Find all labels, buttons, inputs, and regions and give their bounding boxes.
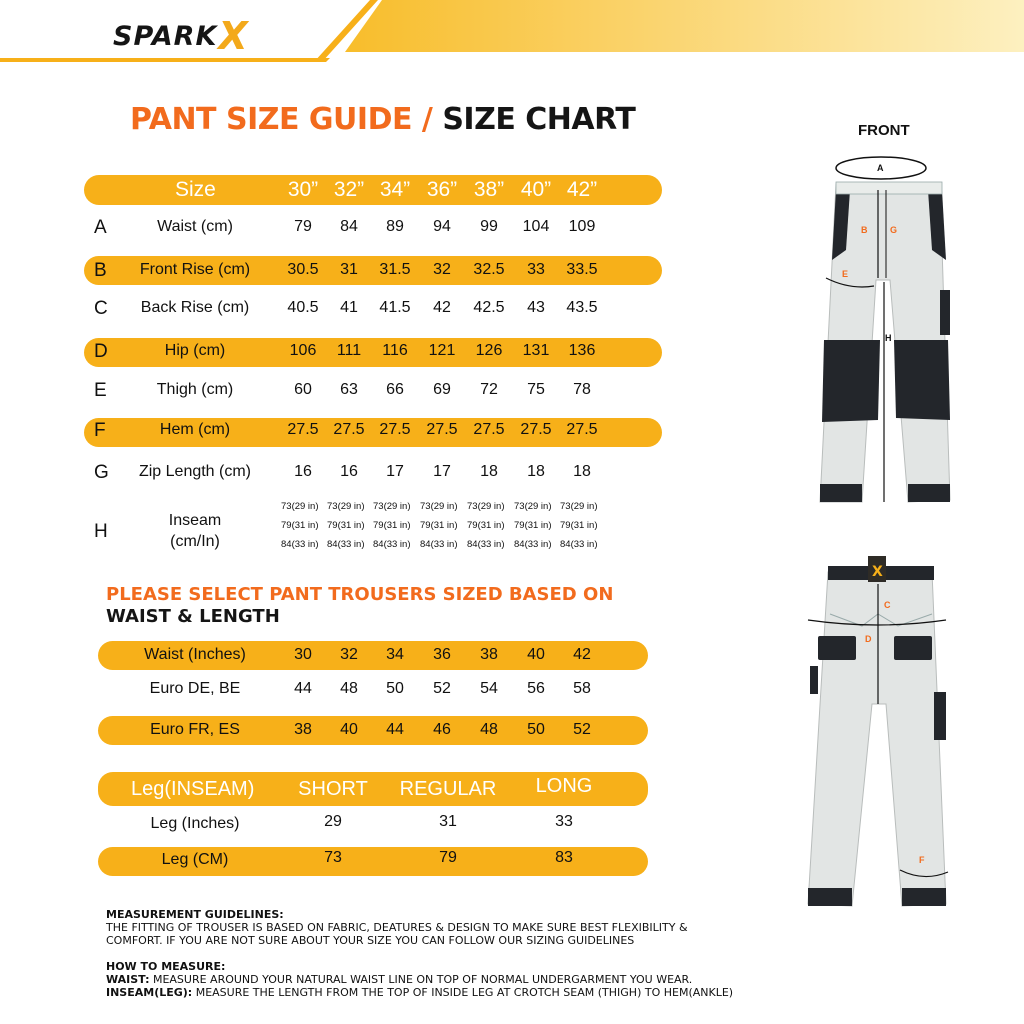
- waist-row-cell: 34: [386, 646, 404, 663]
- inseam-cell: 84(33 in): [373, 539, 411, 550]
- size-row-letter: F: [94, 420, 106, 441]
- size-row-cell: 43.5: [566, 299, 598, 316]
- inseam-cell: 73(29 in): [467, 501, 505, 512]
- size-row-cell: 106: [289, 342, 317, 359]
- size-row-cell: 17: [433, 463, 451, 480]
- size-row-cell: 89: [386, 218, 404, 235]
- inseam-cell: 79(31 in): [281, 520, 319, 531]
- size-row-label: Back Rise (cm): [140, 299, 250, 316]
- title-part1: PANT SIZE GUIDE /: [130, 102, 433, 137]
- waist-row-cell: 38: [294, 721, 312, 738]
- waist-row-cell: 30: [294, 646, 312, 663]
- waist-row-cell: 42: [573, 646, 591, 663]
- inseam-cell: 79(31 in): [420, 520, 458, 531]
- size-row-letter: G: [94, 462, 109, 483]
- size-row-cell: 31: [340, 261, 358, 278]
- size-row-cell: 72: [480, 381, 498, 398]
- svg-text:X: X: [872, 564, 883, 580]
- size-row-cell: 84: [340, 218, 358, 235]
- inseam-cell: 84(33 in): [281, 539, 319, 550]
- size-row-cell: 121: [428, 342, 456, 359]
- size-row-cell: 30.5: [287, 261, 319, 278]
- size-row-cell: 17: [386, 463, 404, 480]
- size-row-cell: 40.5: [287, 299, 319, 316]
- waist-row-cell: 58: [573, 680, 591, 697]
- inseam-cell: 73(29 in): [560, 501, 598, 512]
- guidelines-line2: COMFORT. IF YOU ARE NOT SURE ABOUT YOUR SIZE YOU CAN FOLLOW OUR SIZING GUIDELINES: [106, 934, 635, 947]
- size-row-cell: 27.5: [379, 421, 411, 438]
- waist-row-cell: 38: [480, 646, 498, 663]
- leg-row-cell: 79: [439, 849, 457, 866]
- size-row-letter: D: [94, 341, 108, 362]
- inseam-cell: 79(31 in): [327, 520, 365, 531]
- marker-h: H: [885, 333, 892, 343]
- inseam-text: MEASURE THE LENGTH FROM THE TOP OF INSIDE LEG AT CROTCH SEAM (THIGH) TO HEM(ANKLE): [192, 986, 734, 999]
- inseam-letter: H: [94, 521, 108, 542]
- waist-row-cell: 50: [527, 721, 545, 738]
- size-row-cell: 94: [433, 218, 451, 235]
- size-row-cell: 66: [386, 381, 404, 398]
- size-header-cell: 30”: [287, 178, 319, 201]
- marker-d: D: [865, 634, 872, 644]
- size-header-cell: 36”: [426, 178, 458, 201]
- waist-row-cell: 54: [480, 680, 498, 697]
- size-header-cell: 32”: [333, 178, 365, 201]
- size-row-cell: 111: [336, 342, 362, 359]
- size-row-cell: 131: [522, 342, 550, 359]
- size-row-cell: 27.5: [566, 421, 598, 438]
- marker-f: F: [919, 855, 925, 865]
- size-row-cell: 41.5: [379, 299, 411, 316]
- size-row-cell: 63: [340, 381, 358, 398]
- leg-row-cell: 83: [555, 849, 573, 866]
- how-to-heading: HOW TO MEASURE:: [106, 960, 226, 973]
- size-row-cell: 16: [294, 463, 312, 480]
- size-header-label: Size: [175, 178, 216, 201]
- waist-row-cell: 56: [527, 680, 545, 697]
- waist-row-cell: 44: [294, 680, 312, 697]
- inseam-cell: 79(31 in): [514, 520, 552, 531]
- measurement-guidelines: [106, 908, 688, 947]
- size-header-cell: 38”: [473, 178, 505, 201]
- size-row-cell: 42: [433, 299, 451, 316]
- select-note: [106, 584, 613, 628]
- size-row-letter: B: [94, 260, 107, 281]
- how-to-measure: [106, 960, 733, 999]
- marker-a: A: [877, 163, 884, 173]
- inseam-cell: 84(33 in): [467, 539, 505, 550]
- size-row-cell: 18: [527, 463, 545, 480]
- waist-label: WAIST:: [106, 973, 150, 986]
- leg-header-cell: REGULAR: [399, 778, 497, 800]
- waist-row-cell: 52: [433, 680, 451, 697]
- inseam-cell: 84(33 in): [514, 539, 552, 550]
- inseam-cell: 73(29 in): [420, 501, 458, 512]
- waist-row-cell: 48: [480, 721, 498, 738]
- waist-row-cell: 40: [527, 646, 545, 663]
- inseam-label-line2: (cm/In): [170, 533, 220, 550]
- size-row-cell: 116: [382, 342, 408, 359]
- title-part2: SIZE CHART: [442, 102, 636, 137]
- brand-logo: [113, 10, 249, 58]
- size-row-letter: A: [94, 217, 107, 238]
- waist-row-cell: 44: [386, 721, 404, 738]
- waist-row-label: Waist (Inches): [144, 646, 246, 663]
- leg-row-cell: 33: [555, 813, 573, 830]
- size-row-cell: 27.5: [333, 421, 365, 438]
- front-pants-image: [810, 150, 970, 510]
- size-row-cell: 75: [527, 381, 545, 398]
- size-row-cell: 18: [480, 463, 498, 480]
- size-row-label: Zip Length (cm): [138, 463, 252, 480]
- size-row-cell: 69: [433, 381, 451, 398]
- waist-row-cell: 40: [340, 721, 358, 738]
- size-row-cell: 60: [294, 381, 312, 398]
- waist-row-cell: 48: [340, 680, 358, 697]
- size-row-label: Hem (cm): [159, 421, 231, 438]
- guidelines-line1: THE FITTING OF TROUSER IS BASED ON FABRIC, DEATURES & DESIGN TO MAKE SURE BEST FLEXIBILITY &: [106, 921, 688, 934]
- leg-row-cell: 73: [324, 849, 342, 866]
- waist-row-cell: 32: [340, 646, 358, 663]
- size-row-cell: 78: [573, 381, 591, 398]
- select-note-line2: WAIST & LENGTH: [106, 606, 280, 627]
- size-row-label: Thigh (cm): [156, 381, 234, 398]
- size-row-cell: 18: [573, 463, 591, 480]
- waist-row-cell: 52: [573, 721, 591, 738]
- size-header-cell: 42”: [566, 178, 598, 201]
- size-row-cell: 27.5: [287, 421, 319, 438]
- size-row-letter: E: [94, 380, 107, 401]
- leg-row-cell: 31: [439, 813, 457, 830]
- size-row-cell: 109: [568, 218, 596, 235]
- waist-row-label: Euro DE, BE: [149, 680, 241, 697]
- size-row-cell: 27.5: [426, 421, 458, 438]
- marker-g: G: [890, 225, 898, 235]
- size-row-label: Front Rise (cm): [139, 261, 251, 278]
- size-row-cell: 41: [340, 299, 358, 316]
- leg-row-label: Leg (Inches): [150, 815, 240, 832]
- waist-row-cell: 36: [433, 646, 451, 663]
- inseam-label-line1: Inseam: [168, 512, 222, 529]
- inseam-cell: 79(31 in): [560, 520, 598, 531]
- guidelines-heading: MEASUREMENT GUIDELINES:: [106, 908, 284, 921]
- size-row-cell: 27.5: [473, 421, 505, 438]
- waist-row-cell: 46: [433, 721, 451, 738]
- leg-row-cell: 29: [324, 813, 342, 830]
- size-row-cell: 32: [433, 261, 451, 278]
- inseam-cell: 84(33 in): [560, 539, 598, 550]
- waist-row-cell: 50: [386, 680, 404, 697]
- inseam-cell: 73(29 in): [514, 501, 552, 512]
- brand-mark: X: [218, 14, 249, 58]
- size-row-label: Hip (cm): [164, 342, 226, 359]
- size-row-cell: 16: [340, 463, 358, 480]
- marker-c: C: [884, 600, 891, 610]
- size-row-letter: C: [94, 298, 108, 319]
- size-header-cell: 40”: [520, 178, 552, 201]
- leg-header-label: Leg(INSEAM): [131, 778, 255, 800]
- size-row-cell: 32.5: [473, 261, 505, 278]
- inseam-cell: 73(29 in): [373, 501, 411, 512]
- page-title: [130, 102, 635, 137]
- inseam-label: INSEAM(LEG):: [106, 986, 193, 999]
- size-header-cell: 34”: [379, 178, 411, 201]
- waist-row-label: Euro FR, ES: [150, 721, 240, 738]
- inseam-cell: 84(33 in): [420, 539, 458, 550]
- leg-row-label: Leg (CM): [161, 851, 229, 868]
- brand-name: SPARK: [113, 21, 218, 52]
- select-note-line1: PLEASE SELECT PANT TROUSERS SIZED BASED ON: [106, 584, 614, 605]
- marker-e: E: [842, 269, 849, 279]
- inseam-cell: 73(29 in): [327, 501, 365, 512]
- size-row-label: Waist (cm): [157, 218, 233, 235]
- size-row-cell: 33.5: [566, 261, 598, 278]
- size-row-cell: 79: [294, 218, 312, 235]
- leg-header-cell: SHORT: [298, 778, 368, 800]
- back-pants-image: [802, 554, 962, 914]
- leg-header-cell: LONG: [535, 775, 593, 797]
- inseam-cell: 79(31 in): [373, 520, 411, 531]
- size-row-cell: 27.5: [520, 421, 552, 438]
- front-label: FRONT: [858, 122, 910, 139]
- size-row-cell: 31.5: [379, 261, 411, 278]
- inseam-cell: 73(29 in): [281, 501, 319, 512]
- size-row-cell: 104: [522, 218, 550, 235]
- size-row-cell: 136: [568, 342, 596, 359]
- size-row-cell: 43: [527, 299, 545, 316]
- size-row-cell: 33: [527, 261, 545, 278]
- size-row-cell: 99: [480, 218, 498, 235]
- size-row-cell: 42.5: [473, 299, 505, 316]
- size-row-cell: 126: [475, 342, 503, 359]
- inseam-cell: 84(33 in): [327, 539, 365, 550]
- inseam-cell: 79(31 in): [467, 520, 505, 531]
- marker-b: B: [861, 225, 868, 235]
- waist-text: MEASURE AROUND YOUR NATURAL WAIST LINE ON TOP OF NORMAL UNDERGARMENT YOU WEAR.: [149, 973, 693, 986]
